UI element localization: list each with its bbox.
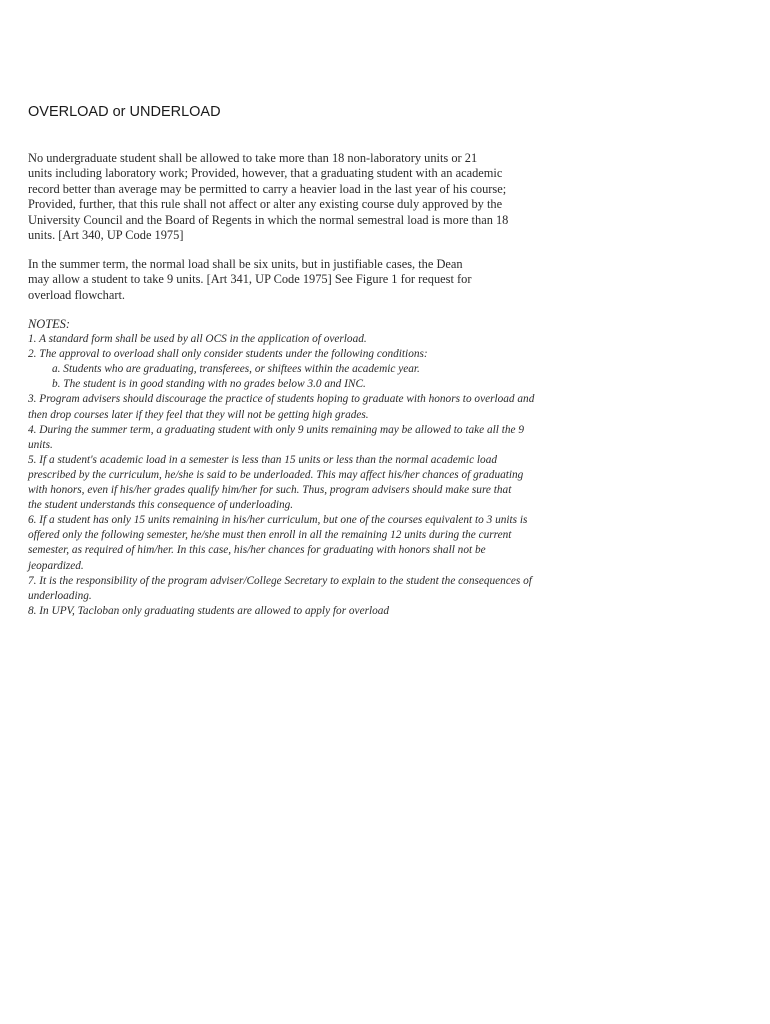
note-line: then drop courses later if they feel that they will not be getting high grades. xyxy=(28,408,369,421)
note-line: the student understands this consequence of underloading. xyxy=(28,499,294,512)
text-line: University Council and the Board of Regents in which the normal semestral load is more than 18 xyxy=(28,212,509,227)
notes-section xyxy=(28,317,534,619)
note-line: 4. During the summer term, a graduating student with only 9 units remaining may be allowed to take all the 9 xyxy=(28,423,524,436)
text-line: In the summer term, the normal load shall be six units, but in justifiable cases, the Dean xyxy=(28,257,463,271)
section-heading: OVERLOAD or UNDERLOAD xyxy=(28,104,221,120)
note-line: 7. It is the responsibility of the program adviser/College Secretary to explain to the student the consequences of xyxy=(28,574,532,587)
paragraph-regular-load xyxy=(28,151,508,243)
note-line: 6. If a student has only 15 units remaining in his/her curriculum, but one of the courses equivalent to 3 units is xyxy=(28,514,528,527)
note-line: 1. A standard form shall be used by all OCS in the application of overload. xyxy=(28,333,367,346)
text-line: units including laboratory work; Provided, however, that a graduating student with an academic xyxy=(28,166,503,181)
note-line: underloading. xyxy=(28,589,92,602)
note-line: units. xyxy=(28,438,53,451)
note-line: jeopardized. xyxy=(28,559,84,572)
paragraph-summer-load xyxy=(28,257,471,303)
note-line: semester, as required of him/her. In this case, his/her chances for graduating with honors shall not be xyxy=(28,544,486,557)
text-line: units. [Art 340, UP Code 1975] xyxy=(28,228,184,243)
note-line: 5. If a student's academic load in a semester is less than 15 units or less than the normal academic load xyxy=(28,453,497,466)
text-line: overload flowchart. xyxy=(28,287,126,302)
note-line: with honors, even if his/her grades qualify him/her for such. Thus, program advisers should make sure that xyxy=(28,484,512,497)
notes-label: NOTES: xyxy=(28,317,70,331)
text-line: record better than average may be permitted to carry a heavier load in the last year of his course; xyxy=(28,181,507,196)
note-line: prescribed by the curriculum, he/she is said to be underloaded. This may affect his/her chances of graduating xyxy=(28,468,524,481)
note-line: 8. In UPV, Tacloban only graduating students are allowed to apply for overload xyxy=(28,604,390,617)
text-line: Provided, further, that this rule shall not affect or alter any existing course duly approved by the xyxy=(28,197,503,212)
note-line: 3. Program advisers should discourage the practice of students hoping to graduate with honors to overload and xyxy=(28,393,535,406)
text-line: No undergraduate student shall be allowed to take more than 18 non-laboratory units or 21 xyxy=(28,151,478,165)
note-subitem: a. Students who are graduating, transferees, or shiftees within the academic year. xyxy=(52,363,420,376)
note-subitem: b. The student is in good standing with no grades below 3.0 and INC. xyxy=(52,378,366,391)
text-line: may allow a student to take 9 units. [Art 341, UP Code 1975] See Figure 1 for request for xyxy=(28,272,472,287)
note-line: 2. The approval to overload shall only consider students under the following conditions: xyxy=(28,348,428,361)
note-line: offered only the following semester, he/she must then enroll in all the remaining 12 units during the current xyxy=(28,529,512,542)
